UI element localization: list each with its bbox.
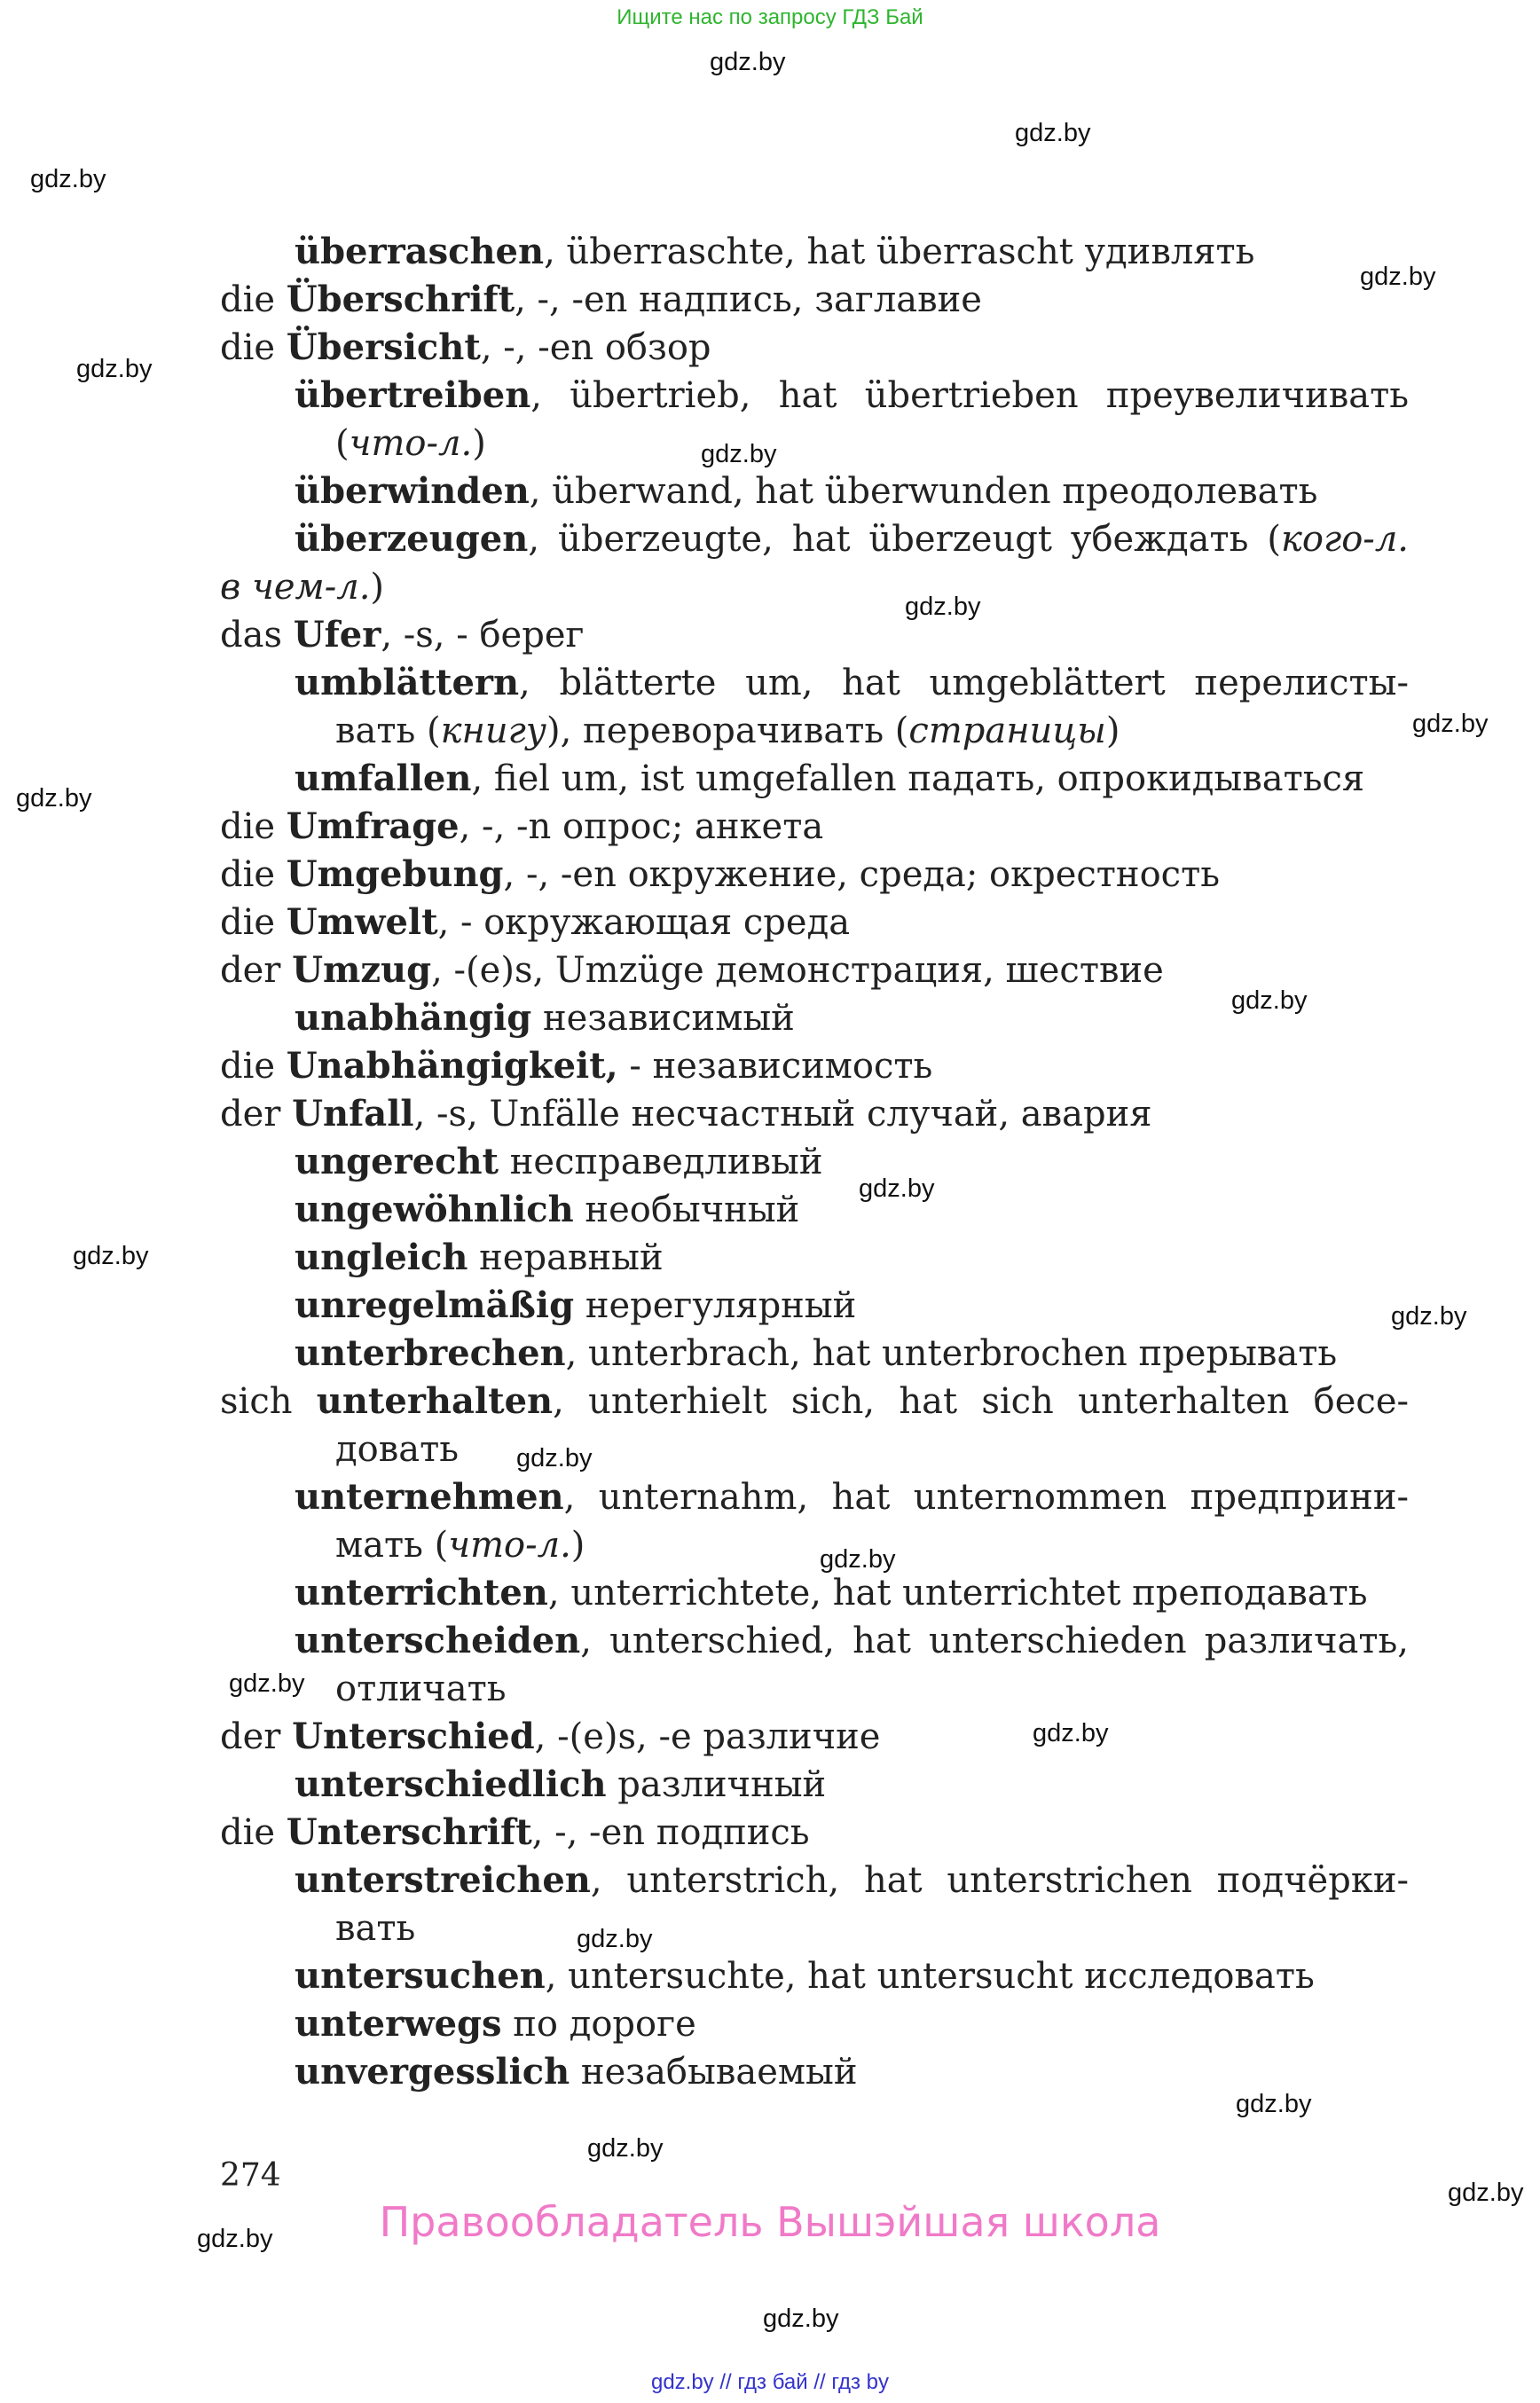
article: die [220,902,287,943]
entry-definition: незабываемый [570,2052,858,2093]
watermark: gdz.by [763,2305,839,2333]
entry-definition: необычный [573,1190,800,1230]
entry-continuation: ), переворачивать ( [546,711,909,751]
dictionary-entry [220,2048,1409,2096]
watermark: gdz.by [1360,263,1436,291]
entry-definition: , unterbrach, hat unterbrochen прерывать [565,1333,1338,1374]
dictionary-entry [220,851,1409,899]
watermark: gdz.by [1448,2179,1524,2207]
headword: unterwegs [295,2003,502,2045]
usage-note: в чем-л. [220,567,371,608]
article: sich [220,1381,317,1422]
headword: unregelmäßig [295,1284,575,1326]
headword: unterstreichen [295,1859,591,1901]
entry-definition: , überwand, hat überwunden преодолевать [529,471,1318,512]
headword: Unterschrift [286,1811,532,1853]
headword: Umgebung [286,853,504,895]
watermark: gdz.by [16,784,92,813]
top-banner[interactable]: Ищите нас по запросу ГДЗ Бай [617,5,923,29]
watermark: gdz.by [701,440,777,468]
watermark: gdz.by [516,1444,593,1472]
dictionary-entry [220,372,1409,467]
entry-definition: , unternahm, hat unternommen предприни- [563,1477,1409,1518]
entry-definition: , -s, Unfälle несчастный случай, авария [413,1094,1152,1135]
dictionary-entry [220,1186,1409,1234]
watermark: gdz.by [587,2134,664,2163]
headword: Unabhängigkeit, [286,1045,618,1087]
dictionary-entry [220,803,1409,851]
dictionary-entry [220,1090,1409,1138]
entry-definition: , -(e)s, Umzüge демонстрация, шествие [431,950,1164,991]
entry-definition: различный [606,1764,827,1805]
entry-definition: , -s, - берег [381,615,585,656]
dictionary-entry [220,1473,1409,1569]
dictionary-entry [220,1761,1409,1809]
dictionary-entry [220,946,1409,994]
headword: ungerecht [295,1141,499,1182]
entry-definition: - независимость [617,1046,933,1087]
footer-links[interactable]: gdz.by // гдз бай // гдз by [650,2370,890,2394]
headword: unterscheiden [295,1620,581,1661]
entry-definition: , -, -en подпись [531,1812,810,1853]
entry-continuation: вать ( [335,711,441,751]
headword: unternehmen [295,1476,564,1518]
dictionary-entry [220,1330,1409,1378]
entry-definition: независимый [531,998,795,1039]
dictionary-entry [220,611,1409,659]
entry-definition: , blätterte um, hat umgeblättert перелисты- [519,663,1409,703]
entry-definition: несправедливый [499,1142,823,1182]
usage-note: что-л. [448,1525,571,1566]
entry-definition: , fiel um, ist umgefallen падать, опрокидываться [471,758,1365,799]
entry-continuation: довать [335,1429,459,1470]
watermark: gdz.by [859,1174,935,1203]
entry-continuation: ) [370,567,385,608]
dictionary-entry [220,1857,1409,1952]
dictionary-entry [220,467,1409,515]
dictionary-entry [220,228,1409,276]
article: der [220,1716,293,1757]
dictionary-entry [220,1952,1409,2000]
headword: unvergesslich [295,2051,570,2093]
headword: unterrichten [295,1572,548,1614]
watermark: gdz.by [577,1925,653,1953]
usage-note: страницы [908,711,1106,751]
dictionary-entry [220,755,1409,803]
watermark: gdz.by [1391,1302,1467,1331]
headword: Unterschied [292,1716,535,1757]
entry-definition: , unterstrich, hat unterstrichen подчёрки- [590,1860,1409,1901]
entry-definition: по дороге [501,2004,696,2045]
entry-definition: , übertrieb, hat übertrieben преувеличивать [530,375,1409,416]
watermark: gdz.by [229,1669,305,1698]
entry-definition: , unterhielt sich, hat sich unterhalten бесе- [553,1381,1410,1422]
headword: Überschrift [286,279,515,320]
dictionary-entry [220,276,1409,324]
entry-definition: , unterrichtete, hat unterrichtet преподавать [547,1573,1368,1614]
article: das [220,615,294,656]
headword: überwinden [295,470,530,512]
entry-continuation: отличать [335,1669,507,1709]
usage-note: книгу [440,711,547,751]
dictionary-entry [220,2000,1409,2048]
watermark: gdz.by [30,165,106,193]
watermark: gdz.by [1236,2090,1312,2118]
page-number: 274 [220,2157,281,2194]
dictionary-entry [220,1138,1409,1186]
watermark: gdz.by [197,2225,273,2253]
dictionary-entry [220,1569,1409,1617]
entry-definition: , überraschte, hat überrascht удивлять [544,232,1255,272]
entry-continuation: ( [335,423,350,464]
article: die [220,806,287,847]
watermark: gdz.by [1033,1719,1109,1747]
headword: übertreiben [295,374,531,416]
entry-continuation: вать [335,1908,416,1949]
headword: unterbrechen [295,1332,566,1374]
article: der [220,1094,293,1135]
headword: unterschiedlich [295,1763,607,1805]
copyright-notice: Правообладатель Вышэйшая школа [379,2198,1161,2246]
dictionary-entry [220,1234,1409,1282]
headword: Ufer [293,614,381,656]
article: die [220,854,287,895]
article: die [220,1812,287,1853]
article: die [220,1046,287,1087]
entry-continuation: ) [570,1525,585,1566]
article: die [220,279,287,320]
dictionary-entry [220,515,1409,611]
entry-definition: , untersuchte, hat untersucht исследовать [545,1956,1315,1997]
dictionary-entry [220,899,1409,946]
usage-note: что-л. [349,423,473,464]
headword: ungleich [295,1237,468,1278]
headword: Unfall [292,1093,414,1135]
headword: unterhalten [316,1380,554,1422]
dictionary-entry [220,1042,1409,1090]
watermark: gdz.by [905,593,981,621]
headword: untersuchen [295,1955,546,1997]
entry-definition: , -, -en окружение, среда; окрестность [503,854,1220,895]
article: der [220,950,293,991]
dictionary-entry [220,1282,1409,1330]
watermark: gdz.by [1015,119,1091,147]
entry-continuation: ) [1105,711,1120,751]
entry-definition: нерегулярный [574,1285,857,1326]
dictionary-entry [220,659,1409,755]
headword: Umwelt [286,901,438,943]
dictionary-entry [220,1809,1409,1857]
watermark: gdz.by [76,355,153,383]
entry-definition: неравный [468,1237,664,1278]
watermark: gdz.by [1231,986,1308,1015]
entry-continuation: ) [472,423,486,464]
entry-definition: , -, -n опрос; анкета [459,806,824,847]
entry-continuation: мать ( [335,1525,449,1566]
headword: Umzug [292,949,432,991]
headword: umblättern [295,662,520,703]
dictionary-entry [220,1378,1409,1473]
headword: umfallen [295,758,472,799]
article: die [220,327,287,368]
watermark: gdz.by [1412,710,1489,738]
dictionary-entry [220,994,1409,1042]
entry-definition: , -(e)s, -e различие [534,1716,881,1757]
usage-note: кого-л. [1281,519,1409,560]
entry-definition: , -, -en надпись, заглавие [515,279,982,320]
entry-definition: , - окружающая среда [437,902,851,943]
entry-definition: , -, -en обзор [480,327,711,368]
headword: überzeugen [295,518,529,560]
watermark: gdz.by [73,1242,149,1270]
headword: überraschen [295,231,545,272]
entry-definition: , unterschied, hat unterschieden различать, [580,1621,1409,1661]
headword: Übersicht [286,326,481,368]
dictionary-entry [220,1713,1409,1761]
watermark: gdz.by [710,48,786,76]
watermark: gdz.by [820,1545,896,1574]
dictionary-entry-list [220,228,1409,2096]
dictionary-entry [220,1617,1409,1713]
headword: unabhängig [295,997,532,1039]
headword: ungewöhnlich [295,1189,574,1230]
headword: Umfrage [286,805,460,847]
dictionary-entry [220,324,1409,372]
entry-definition: , überzeugte, hat überzeugt убеждать ( [528,519,1282,560]
